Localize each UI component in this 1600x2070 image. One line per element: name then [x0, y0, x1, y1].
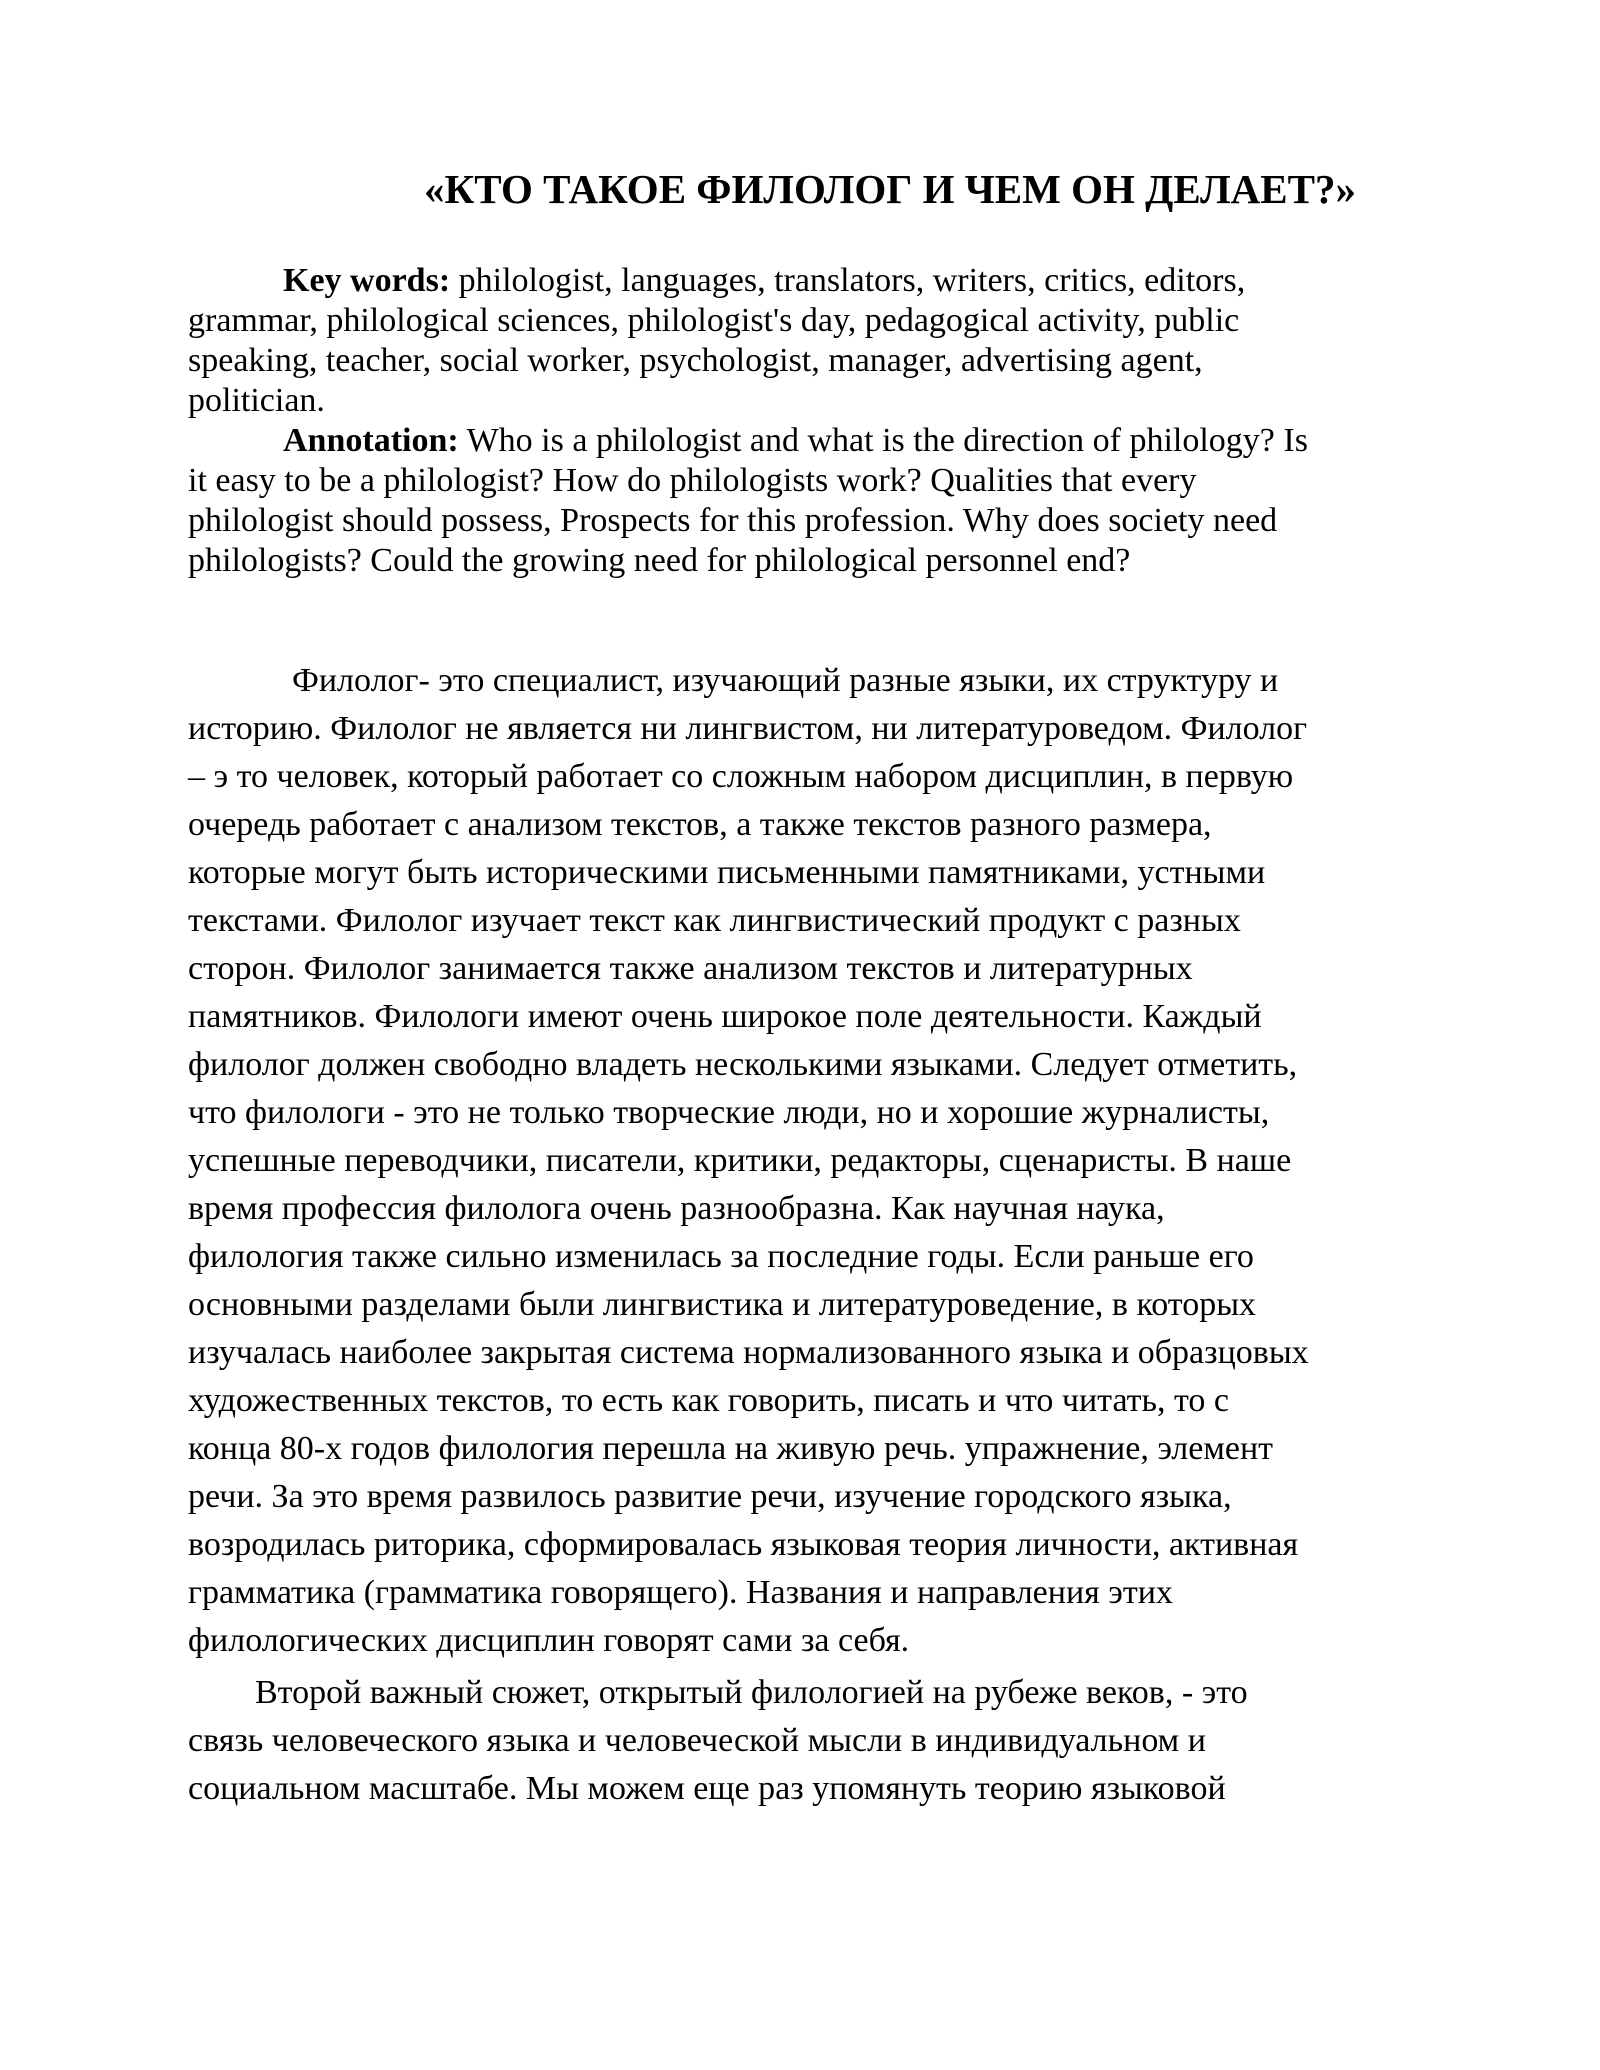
- document-title: «КТО ТАКОЕ ФИЛОЛОГ И ЧЕМ ОН ДЕЛАЕТ?»: [424, 166, 1356, 212]
- body-russian-2-paragraph: [188, 1669, 1412, 1813]
- annotation-paragraph: [188, 421, 1412, 581]
- text-line: сторон. Филолог занимается также анализом текстов и литературных: [188, 950, 1193, 987]
- text-line: успешные переводчики, писатели, критики, редакторы, сценаристы. В наше: [188, 1142, 1292, 1179]
- text-line: возродилась риторика, сформировалась языковая теория личности, активная: [188, 1526, 1299, 1563]
- text-line: филолог должен свободно владеть несколькими языками. Следует отметить,: [188, 1046, 1298, 1083]
- text-line: художественных текстов, то есть как говорить, писать и что читать, то с: [188, 1382, 1230, 1419]
- text-line: Второй важный сюжет, открытый филологией на рубеже веков, - это: [255, 1674, 1248, 1711]
- text-line: историю. Филолог не является ни лингвистом, ни литературоведом. Филолог: [188, 710, 1308, 747]
- text-line: филология также сильно изменилась за последние годы. Если раньше его: [188, 1238, 1254, 1275]
- text-line: очередь работает с анализом текстов, а также текстов разного размера,: [188, 806, 1212, 843]
- text-line: philologist should possess, Prospects for this profession. Why does society need: [188, 502, 1278, 539]
- text-line: связь человеческого языка и человеческой мысли в индивидуальном и: [188, 1722, 1206, 1759]
- text-line: – э то человек, который работает со сложным набором дисциплин, в первую: [188, 758, 1294, 795]
- text-line: it easy to be a philologist? How do philologists work? Qualities that every: [188, 462, 1197, 499]
- text-run: philologist, languages, translators, writers, critics, editors,: [450, 262, 1246, 299]
- text-line: которые могут быть историческими письменными памятниками, устными: [188, 854, 1266, 891]
- text-line: социальном масштабе. Мы можем еще раз упомянуть теорию языковой: [188, 1770, 1226, 1807]
- document-body: [188, 261, 1412, 1813]
- keywords-lead-label: Key words:: [283, 262, 451, 299]
- body-russian-1-paragraph: [188, 657, 1412, 1665]
- text-line: что филологи - это не только творческие люди, но и хорошие журналисты,: [188, 1094, 1270, 1131]
- text-line: конца 80-х годов филология перешла на живую речь. упражнение, элемент: [188, 1430, 1274, 1467]
- text-line: грамматика (грамматика говорящего). Названия и направления этих: [188, 1574, 1173, 1611]
- text-line: politician.: [188, 382, 325, 419]
- text-run: Who is a philologist and what is the direction of philology? Is: [458, 422, 1308, 459]
- keywords-paragraph: [188, 261, 1412, 421]
- text-line: изучалась наиболее закрытая система нормализованного языка и образцовых: [188, 1334, 1309, 1371]
- text-line: [188, 261, 1412, 301]
- text-line: [188, 421, 1412, 461]
- text-line: speaking, teacher, social worker, psychologist, manager, advertising agent,: [188, 342, 1203, 379]
- text-line: текстами. Филолог изучает текст как лингвистический продукт с разных: [188, 902, 1241, 939]
- text-line: речи. За это время развилось развитие речи, изучение городского языка,: [188, 1478, 1232, 1515]
- text-line: основными разделами были лингвистика и литературоведение, в которых: [188, 1286, 1257, 1323]
- text-line: время профессия филолога очень разнообразна. Как научная наука,: [188, 1190, 1165, 1227]
- text-line: philologists? Could the growing need for philological personnel end?: [188, 542, 1131, 579]
- text-line: филологических дисциплин говорят сами за себя.: [188, 1622, 910, 1659]
- annotation-lead-label: Annotation:: [283, 422, 459, 459]
- text-line: памятников. Филологи имеют очень широкое поле деятельности. Каждый: [188, 998, 1262, 1035]
- text-line: Филолог- это специалист, изучающий разные языки, их структуру и: [292, 662, 1279, 699]
- text-line: grammar, philological sciences, philologist's day, pedagogical activity, public: [188, 302, 1240, 339]
